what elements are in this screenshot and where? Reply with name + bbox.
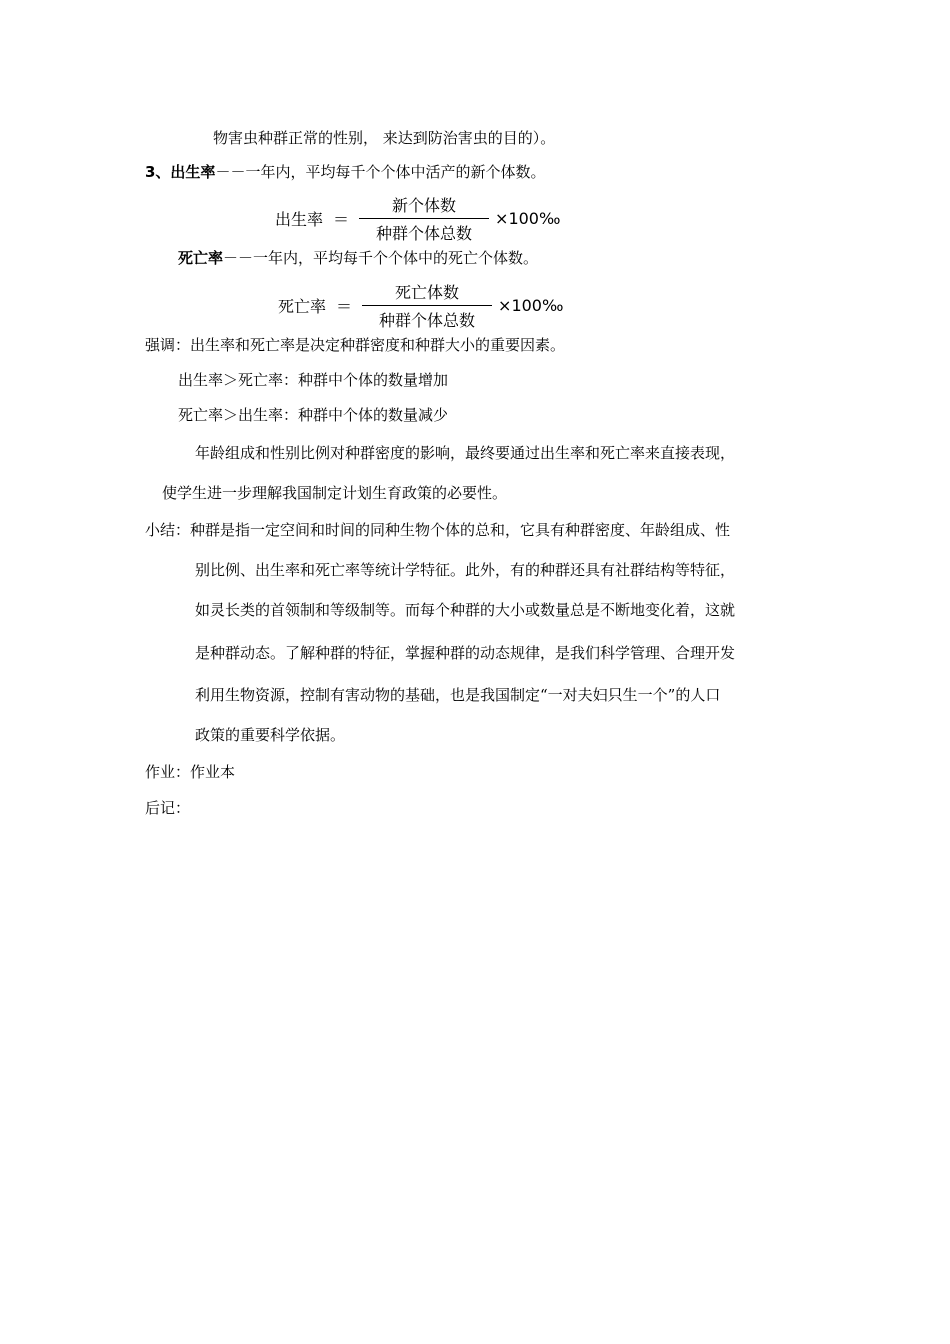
summary-line: 利用生物资源，控制有害动物的基础，也是我国制定“一对夫妇只生一个”的人口 <box>195 686 721 704</box>
text-line: 死亡率＞出生率：种群中个体的数量减少 <box>178 406 449 424</box>
formula-fraction <box>359 193 489 244</box>
death-rate-formula <box>278 280 563 331</box>
summary-line: 小结：种群是指一定空间和时间的同种生物个体的总和，它具有种群密度、年龄组成、性 <box>145 521 731 539</box>
formula-lhs: 出生率 <box>275 210 324 229</box>
formula-numerator: 新个体数 <box>392 196 457 215</box>
formula-denominator: 种群个体总数 <box>376 224 473 243</box>
term-death-rate: 死亡率 <box>178 249 224 267</box>
text-line: 物害虫种群正常的性别， 来达到防治害虫的目的）。 <box>213 129 556 147</box>
text-line: 年龄组成和性别比例对种群密度的影响，最终要通过出生率和死亡率来直接表现， <box>195 444 736 462</box>
formula-factor: ×100‰ <box>498 296 564 315</box>
homework-line: 作业：作业本 <box>145 763 236 781</box>
summary-line: 别比例、出生率和死亡率等统计学特征。此外，有的种群还具有社群结构等特征， <box>195 561 736 579</box>
term-birth-rate: 3、出生率 <box>145 163 216 181</box>
postscript-line: 后记： <box>145 799 191 817</box>
formula-equals: ＝ <box>336 297 353 316</box>
formula-equals: ＝ <box>333 210 350 229</box>
text-line: 出生率＞死亡率：种群中个体的数量增加 <box>178 371 449 389</box>
formula-lhs: 死亡率 <box>278 297 327 316</box>
definition-text: －－一年内，平均每千个个体中活产的新个体数。 <box>215 163 546 181</box>
birth-rate-formula <box>275 193 560 244</box>
summary-line: 如灵长类的首领制和等级制等。而每个种群的大小或数量总是不断地变化着，这就 <box>195 601 736 619</box>
birth-rate-definition <box>145 162 545 182</box>
summary-line: 政策的重要科学依据。 <box>195 726 346 744</box>
text-line: 使学生进一步理解我国制定计划生育政策的必要性。 <box>162 484 508 502</box>
definition-text: －－一年内，平均每千个个体中的死亡个体数。 <box>223 249 539 267</box>
formula-fraction <box>362 280 492 331</box>
death-rate-definition <box>178 248 538 268</box>
formula-numerator: 死亡体数 <box>395 283 460 302</box>
formula-factor: ×100‰ <box>495 209 561 228</box>
formula-denominator: 种群个体总数 <box>379 311 476 330</box>
emphasis-line: 强调：出生率和死亡率是决定种群密度和种群大小的重要因素。 <box>145 336 566 354</box>
summary-line: 是种群动态。了解种群的特征，掌握种群的动态规律，是我们科学管理、合理开发 <box>195 644 736 662</box>
